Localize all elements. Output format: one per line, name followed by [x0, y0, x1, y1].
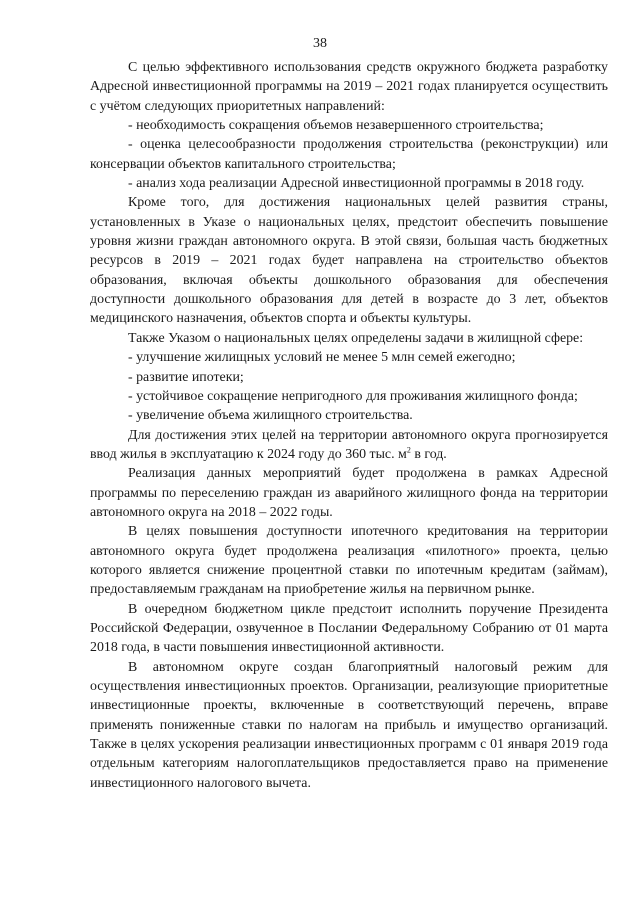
document-body	[90, 58, 608, 793]
paragraph-tax-regime: В автономном округе создан благоприятный налоговый режим для осуществления инвестиционных проектов. Организации, реализующие приоритетные инвестиционные проекты, включенные в соответствующий перечень, вправе применять пониженные ставки по налогам на прибыль и имущество организаций. Также в целях ускорения реализации инвестиционных программ с 01 января 2019 года отдельным категориям налогоплательщиков предоставляется право на применение инвестиционного налогового вычета.	[90, 659, 608, 791]
list-item-mortgage: - развитие ипотеки;	[128, 369, 244, 385]
square-meter-superscript: 2	[406, 445, 411, 455]
page-number: 38	[313, 36, 327, 51]
list-item-feasibility-assessment: - оценка целесообразности продолжения строительства (реконструкции) или консервации объектов капитального строительства;	[90, 137, 608, 172]
paragraph-national-goals: Кроме того, для достижения национальных целей развития страны, установленных в Указе о национальных целях, предстоит обеспечить повышение уровня жизни граждан автономного округа. В этой связи, большая часть бюджетных ресурсов в 2019 – 2021 годах будет направлена на строительство объектов образования, включая объекты дошкольного образования для обеспечения доступности дошкольного образования для детей в возрасте до 3 лет, объектов медицинского назначения, объектов спорта и объекты культуры.	[90, 195, 608, 327]
paragraph-housing-forecast	[90, 426, 608, 465]
paragraph-resettlement: Реализация данных мероприятий будет продолжена в рамках Адресной программы по переселению граждан из аварийного жилищного фонда на территории автономного округа на 2018 – 2022 годы.	[90, 466, 608, 520]
paragraph-presidential-order: В очередном бюджетном цикле предстоит исполнить поручение Президента Российской Федерации, озвученное в Послании Федеральному Собранию от 01 марта 2018 года, в части повышения инвестиционной активности.	[90, 601, 608, 656]
housing-forecast-tail: в год.	[410, 446, 447, 462]
list-item-unfit-housing: - устойчивое сокращение непригодного для проживания жилищного фонда;	[128, 388, 578, 404]
list-item-housing-conditions: - улучшение жилищных условий не менее 5 млн семей ежегодно;	[128, 350, 516, 366]
paragraph-mortgage-pilot: В целях повышения доступности ипотечного кредитования на территории автономного округа будет продолжена реализация «пилотного» проекта, целью которого является снижение процентной ставки по ипотечным кредитам (займам), предоставляемым гражданам на приобретение жилья на первичном рынке.	[90, 524, 608, 598]
housing-forecast-text: Для достижения этих целей на территории автономного округа прогнозируется ввод жилья в эксплуатацию к 2024 году до 360 тыс. м	[90, 427, 608, 462]
paragraph-housing-tasks: Также Указом о национальных целях определены задачи в жилищной сфере:	[128, 330, 584, 346]
list-item-program-analysis: - анализ хода реализации Адресной инвестиционной программы в 2018 году.	[128, 176, 585, 192]
paragraph-intro: С целью эффективного использования средств окружного бюджета разработку Адресной инвестиционной программы на 2019 – 2021 годах планируется осуществить с учётом следующих приоритетных направлений:	[90, 60, 608, 114]
list-item-unfinished-construction: - необходимость сокращения объемов незавершенного строительства;	[128, 118, 544, 134]
list-item-construction-volume: - увеличение объема жилищного строительства.	[128, 408, 413, 424]
